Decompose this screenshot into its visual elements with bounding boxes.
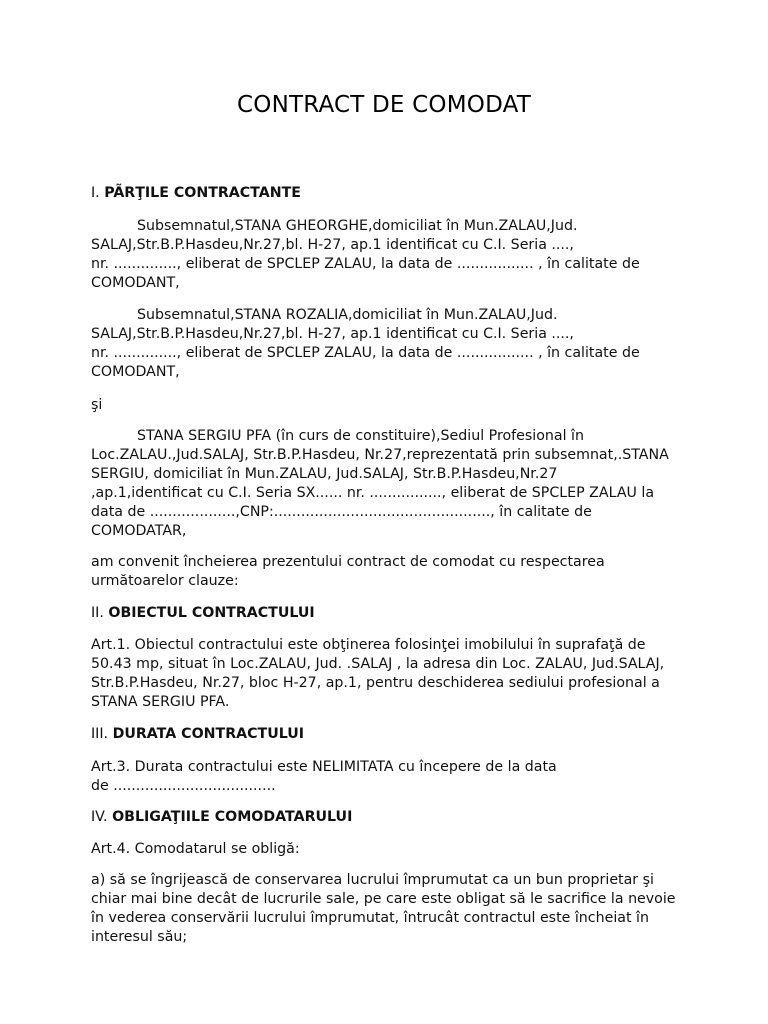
section-heading-duration xyxy=(91,725,691,744)
section-title: OBIECTUL CONTRACTULUI xyxy=(108,605,315,621)
section-heading-parties xyxy=(91,184,691,203)
text-line: Art.3. Durata contractului este NELIMITATA cu începere de la data xyxy=(91,759,557,775)
clause-a-paragraph xyxy=(91,871,691,947)
section-heading-obligations xyxy=(91,808,691,827)
section-number: III. xyxy=(91,726,109,742)
article-4-text: Art.4. Comodatarul se obligă: xyxy=(91,841,300,857)
text-line: chiar mai bine decât de lucrurile sale, pe care este obligat să le sacrifice la nevoie xyxy=(91,891,676,907)
text-line: COMODANT, xyxy=(91,364,180,380)
text-line: Art.1. Obiectul contractului este obţinerea folosinţei imobilului în suprafaţă de xyxy=(91,637,646,653)
text-line: 50.43 mp, situat în Loc.ZALAU, Jud. .SALAJ , la adresa din Loc. ZALAU, Jud.SALAJ, xyxy=(91,656,665,672)
text-line: Subsemnatul,STANA ROZALIA,domiciliat în Mun.ZALAU,Jud. xyxy=(137,307,558,323)
text-line: de .................................... xyxy=(91,778,276,794)
text-line: am convenit încheierea prezentului contract de comodat cu respectarea xyxy=(91,554,605,570)
section-number: I. xyxy=(91,185,100,201)
text-line: următoarelor clauze: xyxy=(91,573,239,589)
text-line: nr. .............., eliberat de SPCLEP ZALAU, la data de ................. , în calitate de xyxy=(91,256,640,272)
party-paragraph-1 xyxy=(91,217,691,293)
text-line: în vederea conservării lucrului împrumutat, întrucât contractul este încheiat în xyxy=(91,910,649,926)
article-3-paragraph xyxy=(91,758,691,796)
text-line: data de ...................,CNP:................................................, în calitate de xyxy=(91,504,592,520)
article-1-paragraph xyxy=(91,636,691,712)
text-line: a) să se îngrijească de conservarea lucrului împrumutat ca un bun proprietar şi xyxy=(91,872,654,888)
section-number: IV. xyxy=(91,809,108,825)
document-title: CONTRACT DE COMODAT xyxy=(237,92,531,118)
text-line: SERGIU, domiciliat în Mun.ZALAU, Jud.SALAJ, Str.B.P.Hasdeu,Nr.27 xyxy=(91,466,558,482)
text-line: Subsemnatul,STANA GHEORGHE,domiciliat în Mun.ZALAU,Jud. xyxy=(137,218,578,234)
text-line: interesul său; xyxy=(91,929,188,945)
text-line: Loc.ZALAU.,Jud.SALAJ, Str.B.P.Hasdeu, Nr.27,reprezentată prin subsemnat,.STANA xyxy=(91,447,669,463)
party-paragraph-2 xyxy=(91,306,691,382)
text-line: STANA SERGIU PFA. xyxy=(91,694,230,710)
text-line: STANA SERGIU PFA (în curs de constituire),Sediul Profesional în xyxy=(137,428,584,444)
text-line: ,ap.1,identificat cu C.I. Seria SX...... nr. ................, eliberat de SPCLEP ZALAU la xyxy=(91,485,655,501)
text-line: nr. .............., eliberat de SPCLEP ZALAU, la data de ................. , în calitate de xyxy=(91,345,640,361)
text-line: COMODANT, xyxy=(91,275,180,291)
section-title: OBLIGAŢIILE COMODATARULUI xyxy=(112,809,353,825)
text-line: SALAJ,Str.B.P.Hasdeu,Nr.27,bl. H-27, ap.1 identificat cu C.I. Seria ...., xyxy=(91,326,574,342)
text-line: COMODATAR, xyxy=(91,523,187,539)
agreement-paragraph xyxy=(91,553,691,591)
conjunction-text: şi xyxy=(91,397,103,413)
text-line: SALAJ,Str.B.P.Hasdeu,Nr.27,bl. H-27, ap.1 identificat cu C.I. Seria ...., xyxy=(91,237,574,253)
party-paragraph-3 xyxy=(91,427,691,541)
section-number: II. xyxy=(91,605,104,621)
section-title: DURATA CONTRACTULUI xyxy=(112,726,305,742)
section-heading-object xyxy=(91,604,691,623)
text-line: Str.B.P.Hasdeu, Nr.27, bloc H-27, ap.1, pentru deschiderea sediului profesional a xyxy=(91,675,660,691)
section-title: PÃRŢILE CONTRACTANTE xyxy=(104,185,301,201)
